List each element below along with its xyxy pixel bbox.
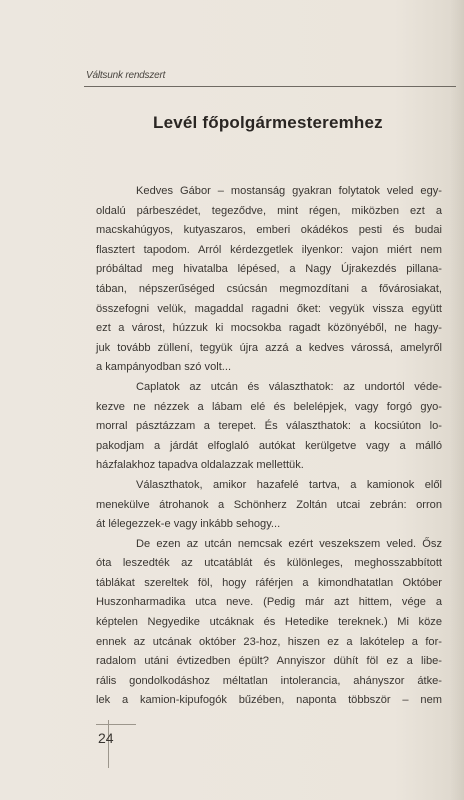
text-line: Caplatok az utcán és választhatok: az undortól véde- (136, 380, 442, 393)
text-line: morral pásztázzam a terepet. És választhatok: a kocsiúton lo- (96, 420, 442, 433)
text-line: radalom utáni évtizedben épült? Annyiszor dühít föl ez a libe- (96, 655, 442, 668)
text-line: rális gondolkodáshoz méltatlan intolerancia, ahányszor átke- (96, 674, 442, 687)
text-line: összefogni velük, magaddal ragadni őket: vegyük vissza együtt (96, 302, 442, 315)
page-number-ornament-horizontal (96, 724, 136, 725)
text-line: ennek az utcának október 23-hoz, hiszen ez a lakótelep a for- (96, 635, 442, 648)
text-line: ezt a várost, húzzuk ki mocsokba ragadt közönyéből, ne hagy- (96, 322, 442, 335)
text-line: pakodjam a járdát elfoglaló autókat kerülgetve vagy a málló (96, 439, 442, 452)
text-line: próbáltad meg hivatalba lépésed, a Nagy Újrakezdés pillana- (96, 263, 442, 276)
body-text (96, 182, 442, 711)
text-line: Huszonharmadika utca neve. (Pedig már azt hittem, vége a (96, 596, 442, 609)
text-line: házfalakhoz tapadva oldalazzak mellettük. (96, 459, 304, 472)
text-line: táblákat szereltek föl, hogy ráférjen a kimondhatatlan Október (96, 576, 442, 589)
chapter-title: Levél főpolgármesteremhez (153, 113, 383, 132)
text-line: macskahúgyos, kutyaszaros, emberi okádékos pesti és budai (96, 224, 442, 237)
text-line: De ezen az utcán nemcsak ezért veszekszem veled. Ősz (136, 537, 442, 550)
text-line: a kampányodban szó volt... (96, 361, 232, 374)
text-line: lek a kamion-kipufogók bűzében, naponta többször – nem (96, 694, 442, 707)
text-line: menekülve átrohanok a Schönherz Zoltán utcai zebrán: orron (96, 498, 442, 511)
header-rule (84, 86, 456, 87)
page-number: 24 (98, 730, 114, 746)
text-line: képtelen Negyedike utcáknak és Hetedike tereknek.) Mi köze (96, 616, 442, 629)
text-line: tában, népszerűséged csúcsán megmozdítani a fővárosiakat, (96, 282, 442, 295)
text-line: Választhatok, amikor hazafelé tartva, a kamionok elől (136, 478, 442, 491)
text-line: óta leszedték az utcatáblát és különleges, meghosszabbított (96, 557, 442, 570)
text-line: juk tovább züllení, tegyük újra azzá a kedves várossá, amelyről (96, 341, 442, 354)
text-line: kezve ne nézzek a lábam elé és belelépjek, vagy forgó gyo- (96, 400, 442, 413)
text-line: át lélegezzek-e vagy inkább sehogy... (96, 518, 281, 531)
text-line: flasztert tapodom. Arról kérdezgetlek ilyenkor: vajon miért nem (96, 243, 442, 256)
running-head: Váltsunk rendszert (86, 70, 166, 81)
text-line: oldalú párbeszédet, tegeződve, mint régen, miközben ezt a (96, 204, 442, 217)
page-edge-shadow (450, 0, 464, 800)
text-line: Kedves Gábor – mostanság gyakran folytatok veled egy- (136, 185, 442, 197)
